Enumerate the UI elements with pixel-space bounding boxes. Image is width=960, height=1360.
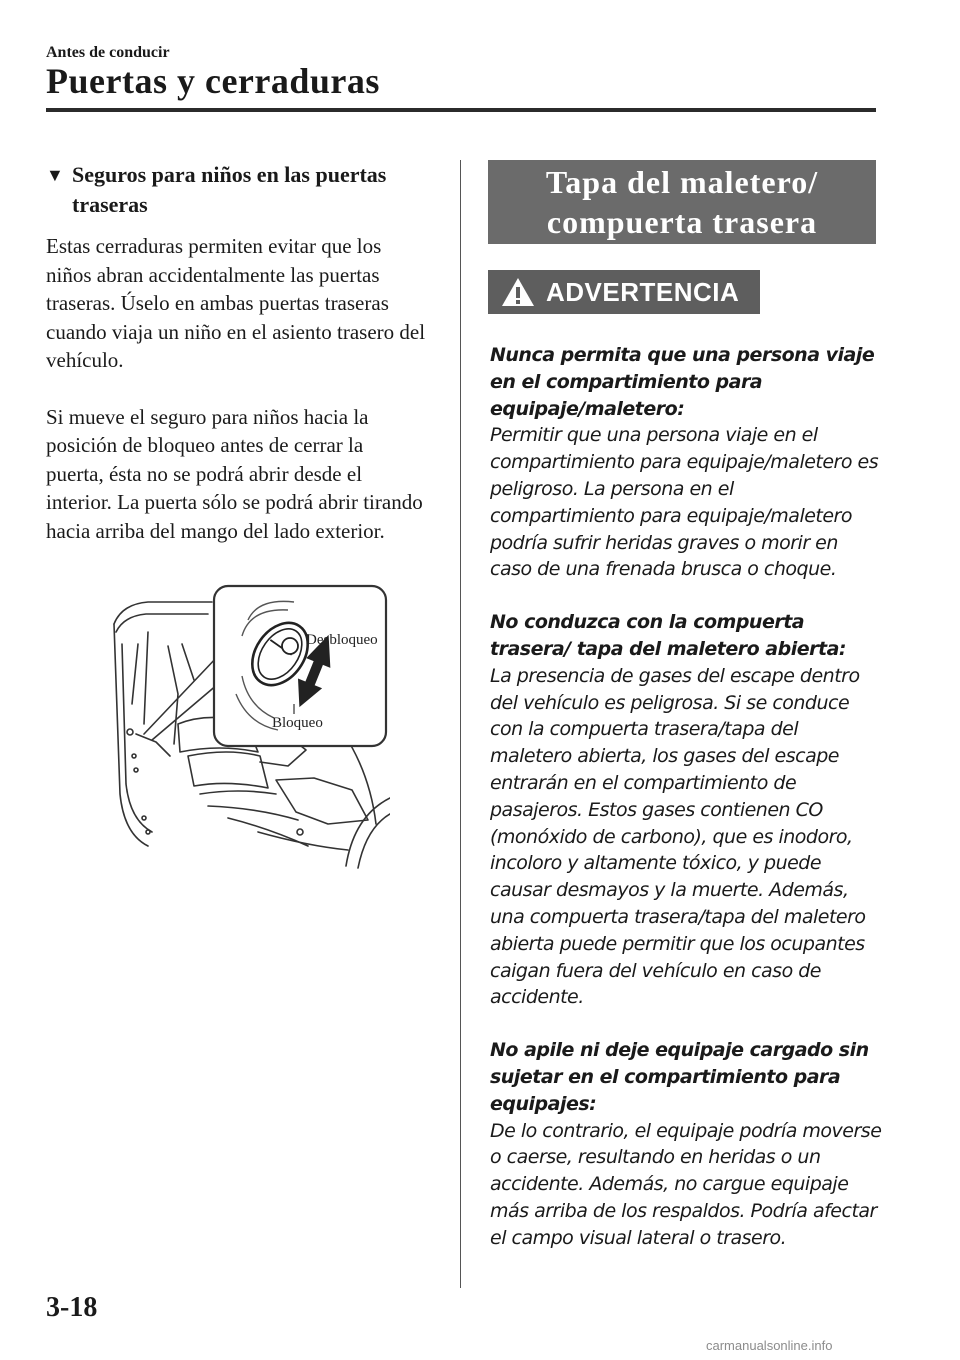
watermark: carmanualsonline.info xyxy=(706,1338,833,1353)
warning-body xyxy=(490,342,882,1252)
triangle-bullet-icon: ▼ xyxy=(46,165,64,185)
warning-item-title: No apile ni deje equipaje cargado sin sujetar en el compartimiento para equipajes: xyxy=(490,1039,869,1115)
warning-item xyxy=(490,609,882,1011)
header-divider xyxy=(46,108,876,112)
page-number: 3-18 xyxy=(46,1292,98,1323)
warning-item xyxy=(490,1037,882,1251)
warning-item-title: Nunca permita que una persona viaje en el compartimiento para equipaje/maletero: xyxy=(490,344,875,420)
left-column xyxy=(46,160,426,545)
section-title-band xyxy=(488,160,876,244)
warning-item-text: Permitir que una persona viaje en el compartimiento para equipaje/maletero es peligroso. La persona en el compartimiento para equipaje/maletero podría sufrir heridas graves o morir en caso de una frenada brusca o choque. xyxy=(490,424,879,581)
warning-item xyxy=(490,342,882,583)
paragraph-1: Estas cerraduras permiten evitar que los niños abran accidentalmente las puertas traseras. Úselo en ambas puertas traseras cuando viaja un niño en el asiento trasero del vehículo. xyxy=(46,234,426,372)
unlock-label: Desbloqueo xyxy=(306,632,378,648)
paragraph-2: Si mueve el seguro para niños hacia la posición de bloqueo antes de cerrar la puerta, ésta no se podrá abrir desde el interior. La puerta sólo se podrá abrir tirando hacia arriba del mango del lado exterior. xyxy=(46,404,423,543)
warning-item-text: De lo contrario, el equipaje podría moverse o caerse, resultando en heridas o un accidente. Además, no cargue equipaje más arriba de los respaldos. Podría afectar el campo visual lateral o trasero. xyxy=(490,1119,882,1249)
warning-label: ADVERTENCIA xyxy=(546,276,740,307)
section-title-line-1: Tapa del maletero/ xyxy=(545,164,819,200)
warning-item-text: La presencia de gases del escape dentro del vehículo es peligrosa. Si se conduce con la compuerta trasera/tapa del maletero abierta, los gases del escape entrarán en el compartimiento de pasajeros. Estos gases contienen CO (monóxido de carbono), que es inodoro, incoloro y altamente tóxico, y puede causar desmayos y la muerte. Además, una compuerta trasera/tapa del maletero abierta puede permitir que los ocupantes caigan fuera del vehículo en caso de accidente. xyxy=(490,664,866,1009)
section-title-line-2: compuerta trasera xyxy=(546,204,818,240)
door-illustration-svg xyxy=(108,584,390,870)
chapter-label: Antes de conducir xyxy=(46,44,170,61)
subsection-heading-text: Seguros para niños en las puertas traseras xyxy=(72,162,387,217)
warning-badge xyxy=(488,270,760,314)
child-lock-illustration xyxy=(108,584,390,870)
warning-item-title: No conduzca con la compuerta trasera/ tapa del maletero abierta: xyxy=(490,611,846,660)
warning-triangle-icon xyxy=(500,276,536,308)
page-title: Puertas y cerraduras xyxy=(46,61,380,101)
column-divider xyxy=(460,160,461,1288)
lock-label: Bloqueo xyxy=(272,715,323,731)
subsection-heading xyxy=(46,160,426,220)
